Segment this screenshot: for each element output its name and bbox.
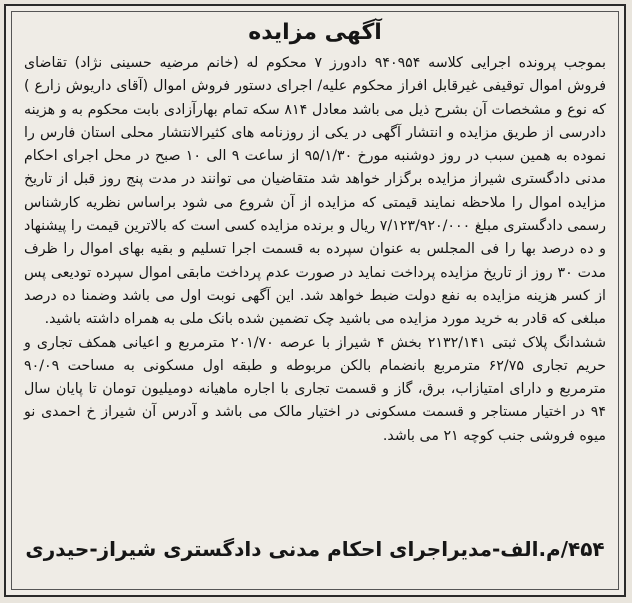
notice-frame: [4, 4, 626, 597]
notice-paragraph-main: بموجب پرونده اجرایی کلاسه ۹۴۰۹۵۴ دادورز ۷ محکوم له (خانم مرضیه حسینی نژاد) تقاضای فروش اموال توقیفی غیرقابل افراز محکوم علیه/ اجرای دستور فروش اموال (آقای داریوش زارع ) که نوع و مشخصات آن بشرح ذیل می باشد معادل ۸۱۴ سکه تمام بهارآزادی بابت محکوم به و هزینه دادرسی از طریق مزایده و انتشار آگهی در یکی از روزنامه های کثیرالانتشار محلی استان فارس را نموده به همین سبب در روز دوشنبه مورخ ۹۵/۱/۳۰ از ساعت ۹ الی ۱۰ صبح در محل اجرای احکام مدنی دادگستری شیراز مزایده برگزار خواهد شد متقاضیان می توانند در مدت پنج روز قبل از تاریخ مزایده اموال را ملاحظه نمایند قیمتی که مزایده از آن شروع می شود براساس نظریه کارشناس رسمی دادگستری مبلغ ۷/۱۲۳/۹۲۰/۰۰۰ ریال و برنده مزایده کسی است که بالاترین قیمت را پیشنهاد و ده درصد بها را فی المجلس به عنوان سپرده به قسمت اجرا تسلیم و بقیه بهای اموال را ظرف مدت ۳۰ روز از تاریخ مزایده پرداخت نماید در صورت عدم پرداخت مابقی اموال سپرده تودیعی پس از کسر هزینه مزایده به نفع دولت ضبط خواهد شد. این آگهی نوبت اول می باشد وضمنا ده درصد مبلغی که قادر به خرید مورد مزایده می باشید چک تضمین شده بانک ملی به همراه داشته باشید.: [24, 55, 606, 328]
notice-title: آگهی مزایده: [248, 20, 382, 45]
notice-inner-border: [11, 11, 619, 590]
notice-footer-signature: ۴۵۴/م.الف-مدیراجرای احکام مدنی دادگستری شیراز-حیدری: [25, 537, 605, 561]
notice-paragraph-property: ششدانگ پلاک ثبتی ۲۱۳۲/۱۴۱ بخش ۴ شیراز با عرصه ۲۰۱/۷۰ مترمربع و اعیانی همکف تجاری و حریم تجاری ۶۲/۷۵ مترمربع بانضمام بالکن مربوطه و طبقه اول مسکونی به مساحت ۹۰/۰۹ مترمربع و دارای امتیازاب، برق، گاز و قسمت تجاری با اجاره ماهیانه دومیلیون تومان تا پایان سال ۹۴ در اختیار مستاجر و قسمت مسکونی در اختیار مالک می باشد و آدرس آن شیراز خ احمدی نو میوه فروشی جنب کوچه ۲۱ می باشد.: [24, 334, 606, 444]
